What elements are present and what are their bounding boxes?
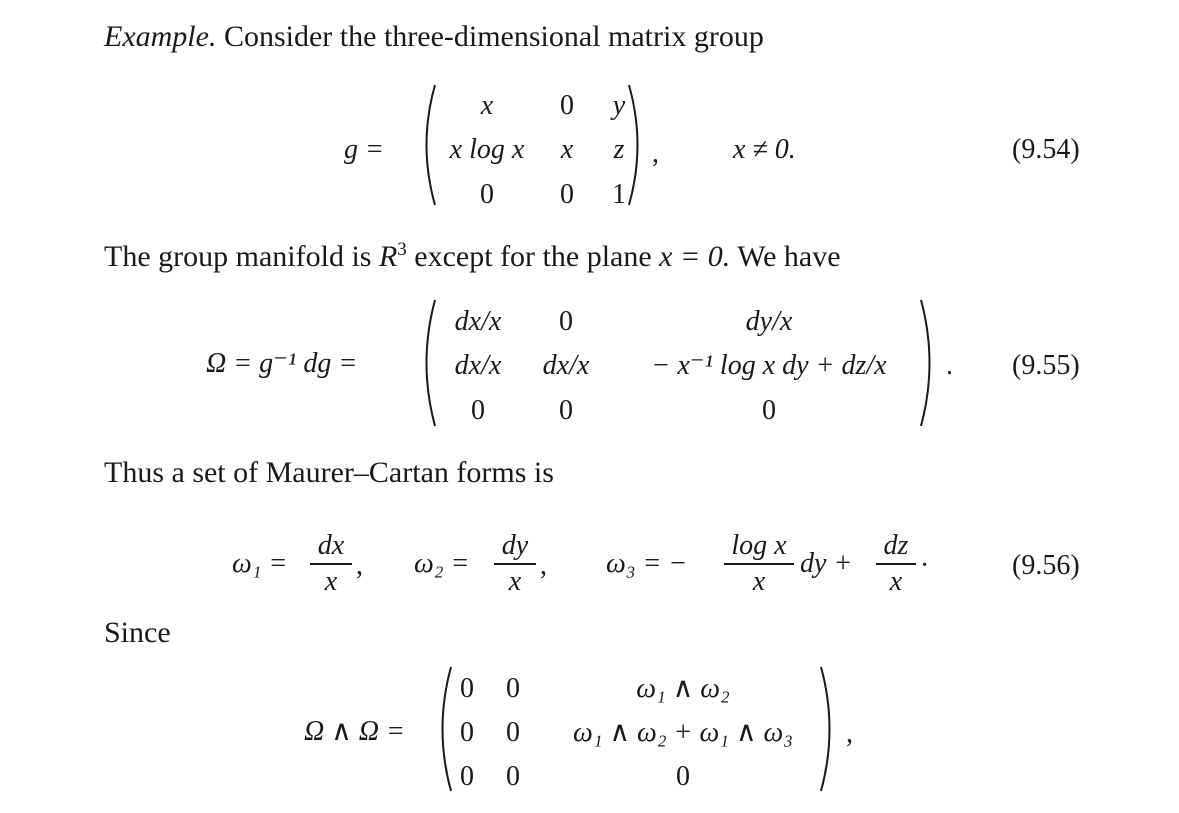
eq956-omega1: ω₁ = [232,548,288,579]
eq955-cell: dx/x [454,350,502,381]
manifold-condition: x = 0. [659,240,731,273]
manifold-exponent: 3 [397,239,407,260]
manifold-text-a: The group manifold is [104,240,372,273]
eq957-cell: 0 [506,761,520,792]
eq955-cell: − x⁻¹ log x dy + dz/x [651,350,887,381]
eq957-cell: 0 [506,717,520,748]
eq957-lhs: Ω ∧ Ω = [304,716,405,747]
eq957-left-paren [432,665,454,793]
eq957-comma: , [846,718,853,749]
eq955-number: (9.55) [1012,350,1080,381]
eq956-omega1-numerator: dx [317,530,345,561]
fraction-bar [876,563,916,565]
eq956-omega2-fraction [494,530,536,598]
manifold-paragraph [104,240,841,272]
eq956-omega2-denominator: x [508,565,522,597]
eq956-dz-numerator: dz [883,530,909,561]
eq956-number: (9.56) [1012,550,1080,581]
eq957-cell: 0 [460,673,474,704]
eq955-cell: 0 [471,395,485,426]
eq956-comma: , [540,550,547,581]
eq955-left-paren [416,298,438,428]
intro-paragraph [104,22,764,52]
eq955-cell: 0 [559,306,573,337]
eq956-dot: · [920,550,930,581]
eq954-cell: x [480,90,494,121]
eq954-number: (9.54) [1012,134,1080,165]
since-paragraph: Since [104,616,171,649]
eq956-omega3-mid: dy + [800,548,853,579]
eq956-omega2-numerator: dy [501,530,529,561]
fraction-bar [494,563,536,565]
eq954-cell: 0 [480,179,494,210]
eq955-cell: 0 [559,395,573,426]
eq955-cell: 0 [762,395,776,426]
eq954-cell: 0 [560,90,574,121]
maurer-cartan-paragraph: Thus a set of Maurer–Cartan forms is [104,456,554,489]
eq957-right-paren [818,665,840,793]
eq956-omega1-fraction [310,530,352,598]
eq954-lhs: g = [344,134,384,165]
eq954-cell: 1 [612,179,626,210]
eq956-dz-denominator: x [889,565,903,597]
eq956-omega1-denominator: x [324,565,338,597]
fraction-bar [724,563,794,565]
eq957-cell: 0 [460,717,474,748]
eq956-omega2: ω₂ = [414,548,470,579]
eq954-right-paren [626,83,648,207]
eq955-lhs: Ω = g⁻¹ dg = [206,348,358,379]
eq956-omega3-numerator: log x [731,530,787,561]
eq956-omega3: ω₃ = − [606,548,688,579]
manifold-text-b: except for the plane [414,240,652,273]
example-label: Example. [104,20,217,53]
eq956-omega3-fraction [724,530,794,598]
manifold-text-c: We have [737,240,841,273]
eq957-cell: 0 [506,673,520,704]
eq954-cell: x [560,134,574,165]
eq957-cell: ω₁ ∧ ω₂ [636,673,730,704]
eq956-comma: , [356,550,363,581]
eq957-cell: 0 [676,761,690,792]
eq955-cell: dx/x [454,306,502,337]
manifold-R: R [378,240,398,273]
eq956-dz-fraction [876,530,916,598]
intro-text: Consider the three-dimensional matrix group [223,20,764,53]
eq955-right-paren [918,298,940,428]
eq954-left-paren [416,83,438,207]
eq957-cell: 0 [460,761,474,792]
eq955-cell: dx/x [542,350,590,381]
eq955-period: . [946,350,953,381]
eq956-omega3-denominator: x [752,565,766,597]
eq954-cell: 0 [560,179,574,210]
eq954-cell: z [613,134,625,165]
eq957-cell: ω₁ ∧ ω₂ + ω₁ ∧ ω₃ [573,717,793,748]
fraction-bar [310,563,352,565]
eq954-comma: , [652,138,659,169]
eq954-condition: x ≠ 0. [733,134,796,165]
eq955-cell: dy/x [745,306,793,337]
eq954-cell: x log x [449,134,525,165]
eq954-cell: y [612,90,626,121]
